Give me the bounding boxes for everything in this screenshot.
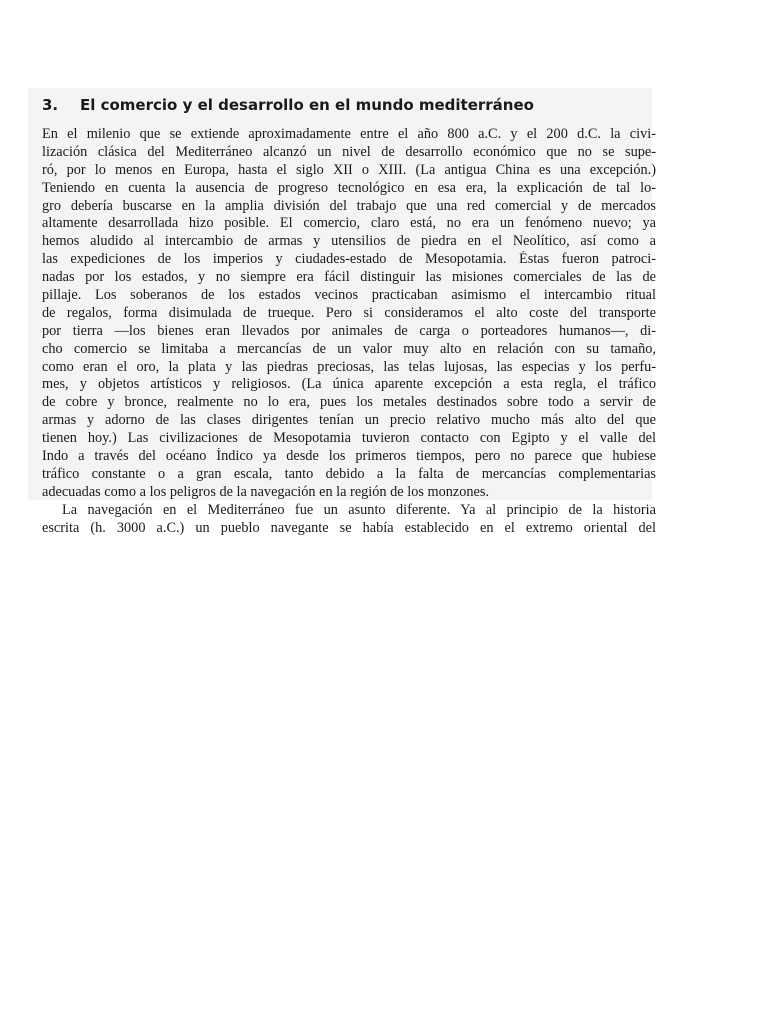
text-line: hemos aludido al intercambio de armas y utensilios de piedra en el Neolítico, así como a	[42, 233, 656, 250]
text-line: En el milenio que se extiende aproximadamente entre el año 800 a.C. y el 200 d.C. la civi-	[42, 126, 656, 142]
text-line: pillaje. Los soberanos de los estados vecinos practicaban asimismo el intercambio ritual	[42, 287, 656, 304]
section-heading	[42, 94, 642, 116]
text-line: Teniendo en cuenta la ausencia de progreso tecnológico en esa era, la explicación de tal lo-	[42, 179, 656, 196]
text-line: nadas por los estados, y no siempre era fácil distinguir las misiones comerciales de las de	[42, 269, 656, 286]
section-number: 3.	[42, 96, 59, 114]
text-line: adecuadas como a los peligros de la navegación en la región de los monzones.	[42, 483, 490, 500]
text-line: de cobre y bronce, realmente no lo era, pues los metales destinados sobre todo a servir de	[42, 394, 656, 411]
text-line: lización clásica del Mediterráneo alcanzó un nivel de desarrollo económico que no se supe-	[42, 143, 656, 160]
paragraph-2	[42, 502, 656, 538]
text-line: las expediciones de los imperios y ciudades-estado de Mesopotamia. Éstas fueron patroci-	[42, 251, 656, 268]
text-line: mes, y objetos artísticos y religiosos. (La única aparente excepción a esta regla, el tráfico	[42, 376, 656, 393]
text-line: La navegación en el Mediterráneo fue un asunto diferente. Ya al principio de la historia	[62, 501, 656, 518]
text-line: por tierra —los bienes eran llevados por animales de carga o porteadores humanos—, di-	[42, 322, 656, 339]
text-line: cho comercio se limitaba a mercancías de un valor muy alto en relación con su tamaño,	[42, 340, 656, 357]
text-line: de regalos, forma disimulada de trueque. Pero si consideramos el alto coste del transporte	[42, 304, 656, 321]
text-line: gro debería buscarse en la amplia división del trabajo que una red comercial y de mercados	[42, 197, 656, 214]
text-line: armas y adorno de las clases dirigentes tenían un precio relativo mucho más alto del que	[42, 412, 656, 429]
text-line: escrita (h. 3000 a.C.) un pueblo navegante se había establecido en el extremo oriental del	[42, 519, 656, 536]
body-text	[42, 126, 656, 537]
text-line: tienen hoy.) Las civilizaciones de Mesopotamia tuvieron contacto con Egipto y el valle del	[42, 430, 656, 447]
paragraph-1	[42, 126, 656, 502]
text-line: tráfico constante o a gran escala, tanto debido a la falta de mercancías complementarias	[42, 465, 656, 482]
text-line: ró, por lo menos en Europa, hasta el siglo XII o XIII. (La antigua China es una excepción.)	[42, 161, 656, 178]
text-line: como eran el oro, la plata y las piedras preciosas, las telas lujosas, las especias y los perfu-	[42, 358, 656, 375]
text-line: Indo a través del océano Índico ya desde los primeros tiempos, pero no parece que hubiese	[42, 448, 656, 465]
section-title: El comercio y el desarrollo en el mundo mediterráneo	[80, 96, 534, 114]
text-line: altamente desarrollada hizo posible. El comercio, claro está, no era un fenómeno nuevo; ya	[42, 215, 656, 232]
